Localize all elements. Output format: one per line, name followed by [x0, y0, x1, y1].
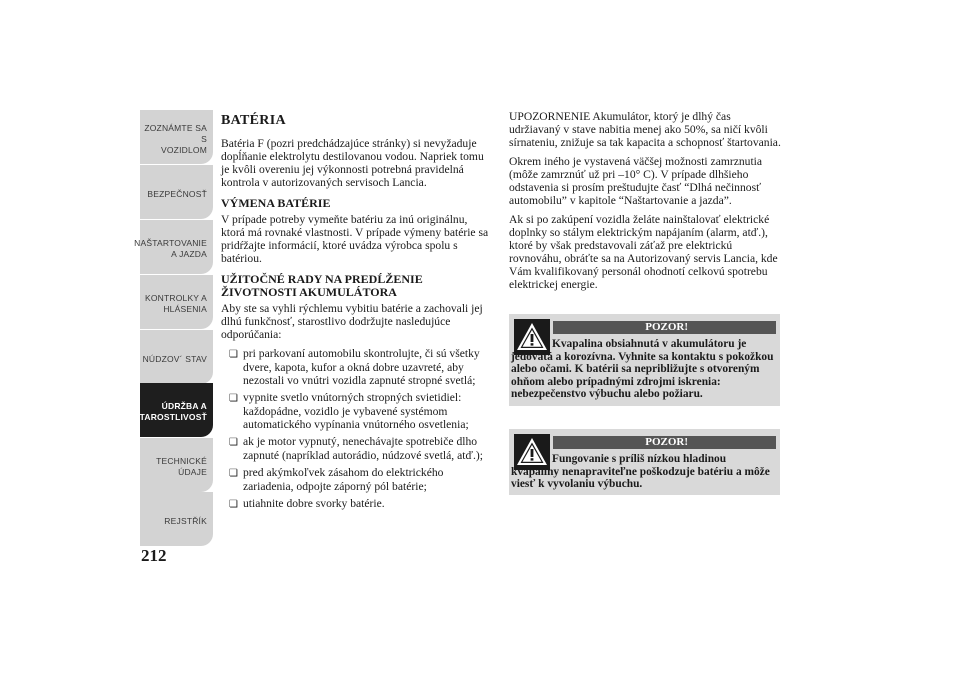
battery-replacement-paragraph: V prípade potreby vymeňte batériu za inú originálnu, ktorá má rovnaké vlastnosti. V prípade výmeny batérie sa pridŕžajte informácií, ktoré uvádza výrobca spolu s batériou.	[221, 213, 489, 265]
right-column	[509, 110, 781, 297]
sidebar-tab-safety[interactable]	[140, 165, 213, 219]
tab-label: NAŠTARTOVANIE A JAZDA	[134, 238, 207, 259]
list-item: ❏ pred akýmkoľvek zásahom do elektrického zariadenia, odpojte záporný pól batérie;	[221, 466, 493, 493]
warning-heading: POZOR!	[553, 436, 776, 449]
list-item: ❏ utiahnite dobre svorky batérie.	[221, 497, 493, 511]
warning-heading: POZOR!	[553, 321, 776, 334]
section-heading-battery-life-tips: UŽITOČNÉ RADY NA PREDĹŽENIE ŽIVOTNOSTI AKUMULÁTORA	[221, 272, 423, 299]
page-title: BATÉRIA	[221, 113, 286, 128]
warning-text: Kvapalina obsiahnutá v akumulátoru je jedovatá a korozívna. Vyhnite sa kontaktu s pokožkou alebo očami. K batérii sa nepribližujte s otvoreným ohňom alebo prípadnými zdrojmi iskrenia: nebezpečenstvo výbuchu alebo požiaru.	[511, 338, 774, 400]
tab-label: ZOZNÁMTE SA S VOZIDLOM	[144, 122, 207, 155]
sidebar-tab-starting-driving[interactable]	[134, 220, 213, 274]
page-number: 212	[141, 546, 167, 565]
sidebar-tab-warning-lights[interactable]	[140, 275, 213, 329]
section-heading-battery-replacement: VÝMENA BATÉRIE	[221, 196, 331, 210]
left-column	[221, 110, 493, 515]
tab-label: REJSTŘÍK	[164, 515, 207, 526]
freezing-paragraph: Okrem iného je vystavená väčšej možnosti zamrznutia (môže zamrznúť už pri –10° C). V prípade dlhšieho odstavenia si prosím preštudujte časť “Dlhá nečinnosť automobilu” v kapitole “Naštartovanie a jazda”.	[509, 155, 763, 207]
warning-box	[509, 429, 780, 495]
intro-paragraph: Batéria F (pozri predchádzajúce stránky) si nevyžaduje dopĺňanie elektrolytu destilovanou vodou. Napriek tomu je kvôli overeniu jej výkonnosti potrebná pravidelná kontrola v autorizovaných servisoch Lancia.	[221, 137, 484, 189]
sidebar-tab-emergency[interactable]	[140, 330, 213, 384]
sidebar-tab-introduction[interactable]	[140, 110, 213, 164]
tab-label: BEZPEČNOSŤ	[147, 188, 207, 199]
list-item: ❏ ak je motor vypnutý, nenechávajte spotrebiče dlho zapnuté (napríklad autorádio, núdzové svetlá, atď.);	[221, 435, 493, 462]
sidebar-tab-technical-data[interactable]	[140, 438, 213, 492]
tab-label: NÚDZOV´ STAV	[142, 353, 207, 364]
list-item: ❏ vypnite svetlo vnútorných stropných svietidiel: každopádne, vozidlo je vybavené systémom automatického vypínania vnútorného osvetlenia;	[221, 391, 493, 431]
tab-label: KONTROLKY A HLÁSENIA	[144, 293, 207, 314]
warning-text: Fungovanie s príliš nízkou hladinou kvapaliny nenapraviteľne poškodzuje batériu a môže viesť k vyvolaniu výbuchu.	[511, 453, 770, 490]
tab-label: ÚDRŽBA A STAROSTLIVOSŤ	[133, 401, 207, 422]
accessories-paragraph: Ak si po zakúpení vozidla želáte nainštalovať elektrické doplnky so stálym elektrickým napájaním (alarm, atď.), ktoré by však predstavovali záťaž pre elektrickú rovnováhu, obráťte sa na Autorizovaný servis Lancia, kde Vám kvalifikovaný personál ohodnotí celkovú spotrebu elektrickej energie.	[509, 213, 778, 291]
notice-paragraph: UPOZORNENIE Akumulátor, ktorý je dlhý čas udržiavaný v stave nabitia menej ako 50%, sa ničí kvôli sírnateniu, znižuje sa tak kapacita a schopnosť štartovania.	[509, 110, 781, 149]
tips-list	[221, 347, 493, 511]
sidebar-tab-index[interactable]	[140, 492, 213, 546]
warning-box	[509, 314, 780, 406]
list-item: ❏ pri parkovaní automobilu skontrolujte, či sú všetky dvere, kapota, kufor a okná dobre uzavreté, aby nezostali vo vnútri vozidla zapnuté stropné svetlá;	[221, 347, 493, 387]
sidebar-tab-maintenance[interactable]	[133, 383, 213, 437]
tab-label: TECHNICKÉ ÚDAJE	[156, 456, 207, 477]
battery-life-tips-paragraph: Aby ste sa vyhli rýchlemu vybitiu batérie a zachovali jej dlhú funkčnosť, starostlivo dodržujte nasledujúce odporúčania:	[221, 302, 483, 341]
